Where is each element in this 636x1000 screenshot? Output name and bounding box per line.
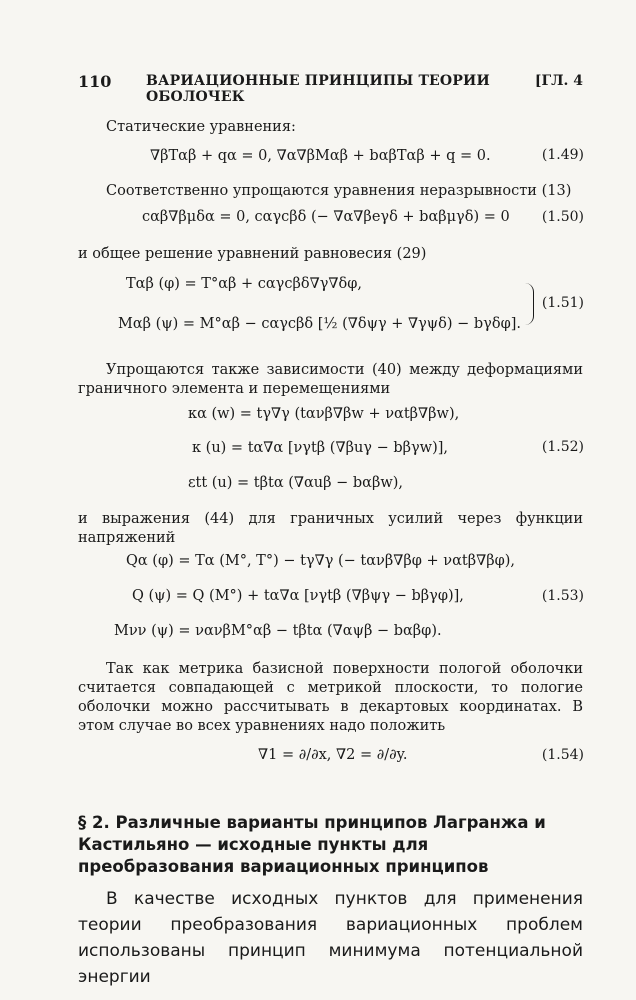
equation-number-1-51: (1.51)	[541, 295, 584, 311]
equation-number-1-49: (1.49)	[541, 147, 584, 163]
continuity-intro: Соответственно упрощаются уравнения неразрывности (13)	[106, 183, 572, 199]
equation-1-49: ∇βTαβ + qα = 0, ∇α∇βMαβ + bαβTαβ + q = 0.	[150, 148, 491, 164]
general-solution-intro: и общее решение уравнений равновесия (29)	[78, 246, 427, 262]
equation-number-1-52: (1.52)	[541, 439, 584, 455]
equation-1-50: cαβ∇βμδα = 0, cαγcβδ (− ∇α∇βeγδ + bαβμγδ) = 0	[142, 209, 510, 225]
equation-1-53a: Qα (φ) = Tα (M°, T°) − tγ∇γ (− tανβ∇βφ + ναtβ∇βφ),	[126, 553, 516, 569]
equation-1-53b: Q (ψ) = Q (M°) + tα∇α [νγtβ (∇βψγ − bβγφ)],	[132, 588, 464, 604]
equation-1-51b: Mαβ (ψ) = M°αβ − cαγcβδ [½ (∇δψγ + ∇γψδ) − bγδφ].	[118, 316, 521, 332]
equation-number-1-50: (1.50)	[541, 209, 584, 225]
equation-1-51a: Tαβ (φ) = T°αβ + cαγcβδ∇γ∇δφ,	[126, 276, 362, 292]
static-equations-intro: Статические уравнения:	[106, 119, 296, 135]
section-body-paragraph: В качестве исходных пунктов для применения теории преобразования вариационных проблем использованы принцип минимума потенциальной энергии	[78, 889, 583, 987]
equation-1-53c: Mνν (ψ) = νανβM°αβ − tβtα (∇αψβ − bαβφ).	[114, 623, 442, 639]
equation-1-52a: κα (w) = tγ∇γ (tανβ∇βw + ναtβ∇βw),	[188, 406, 460, 422]
page-number: 110	[78, 72, 112, 91]
section-heading: § 2. Различные варианты принципов Лагранжа и Кастильяно — исходные пункты для преобразования вариационных принципов	[78, 813, 546, 876]
expressions-intro: и выражения (44) для граничных усилий через функции напряжений	[78, 511, 583, 546]
dependencies-intro: Упрощаются также зависимости (40) между деформациями граничного элемента и перемещениями	[78, 362, 583, 397]
flat-shell-paragraph: Так как метрика базисной поверхности пологой оболочки считается совпадающей с метрикой плоскости, то пологие оболочки можно рассчитывать в декартовых координатах. В этом случае во всех уравнениях надо положить	[78, 661, 583, 734]
equation-1-52c: εtt (u) = tβtα (∇αuβ − bαβw),	[188, 475, 404, 491]
equation-group-brace	[525, 283, 534, 325]
chapter-marker: [ГЛ. 4	[534, 73, 583, 89]
running-title: ВАРИАЦИОННЫЕ ПРИНЦИПЫ ТЕОРИИ ОБОЛОЧЕК	[146, 73, 490, 105]
equation-1-52b: κ (u) = tα∇α [νγtβ (∇βuγ − bβγw)],	[192, 440, 448, 456]
equation-number-1-54: (1.54)	[541, 747, 584, 763]
equation-number-1-53: (1.53)	[541, 588, 584, 604]
equation-1-54: ∇1 = ∂/∂x, ∇2 = ∂/∂y.	[258, 747, 408, 763]
